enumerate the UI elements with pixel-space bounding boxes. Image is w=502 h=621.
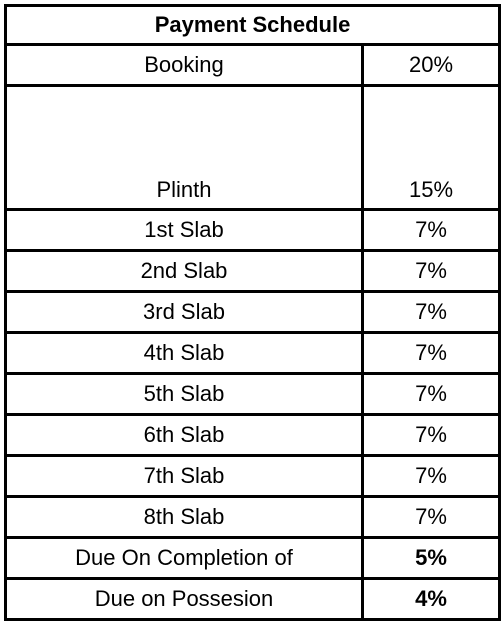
row-label: Plinth [6, 86, 363, 210]
row-value: 7% [363, 210, 500, 251]
row-label: 1st Slab [6, 210, 363, 251]
table-title-row [6, 6, 500, 45]
table-row [6, 333, 500, 374]
row-value: 20% [363, 45, 500, 86]
row-value: 7% [363, 497, 500, 538]
row-label: 5th Slab [6, 374, 363, 415]
row-value: 7% [363, 251, 500, 292]
table-row [6, 497, 500, 538]
row-label: 2nd Slab [6, 251, 363, 292]
table-row [6, 251, 500, 292]
row-value: 7% [363, 374, 500, 415]
row-value: 15% [363, 86, 500, 210]
table-row [6, 45, 500, 86]
row-label: Due On Completion of [6, 538, 363, 579]
table-row [6, 456, 500, 497]
row-label: 7th Slab [6, 456, 363, 497]
row-label: Booking [6, 45, 363, 86]
row-value: 5% [363, 538, 500, 579]
row-value: 7% [363, 292, 500, 333]
row-label: 6th Slab [6, 415, 363, 456]
table-row [6, 292, 500, 333]
table-row [6, 86, 500, 210]
table-row [6, 210, 500, 251]
row-label: 3rd Slab [6, 292, 363, 333]
table-row [6, 538, 500, 579]
row-label: Due on Possesion [6, 579, 363, 620]
row-label: 4th Slab [6, 333, 363, 374]
table-row [6, 579, 500, 620]
table-row [6, 374, 500, 415]
row-value: 7% [363, 415, 500, 456]
table-row [6, 415, 500, 456]
row-value: 4% [363, 579, 500, 620]
payment-schedule-table [4, 4, 501, 621]
row-value: 7% [363, 456, 500, 497]
row-label: 8th Slab [6, 497, 363, 538]
table-title: Payment Schedule [6, 6, 500, 45]
row-value: 7% [363, 333, 500, 374]
